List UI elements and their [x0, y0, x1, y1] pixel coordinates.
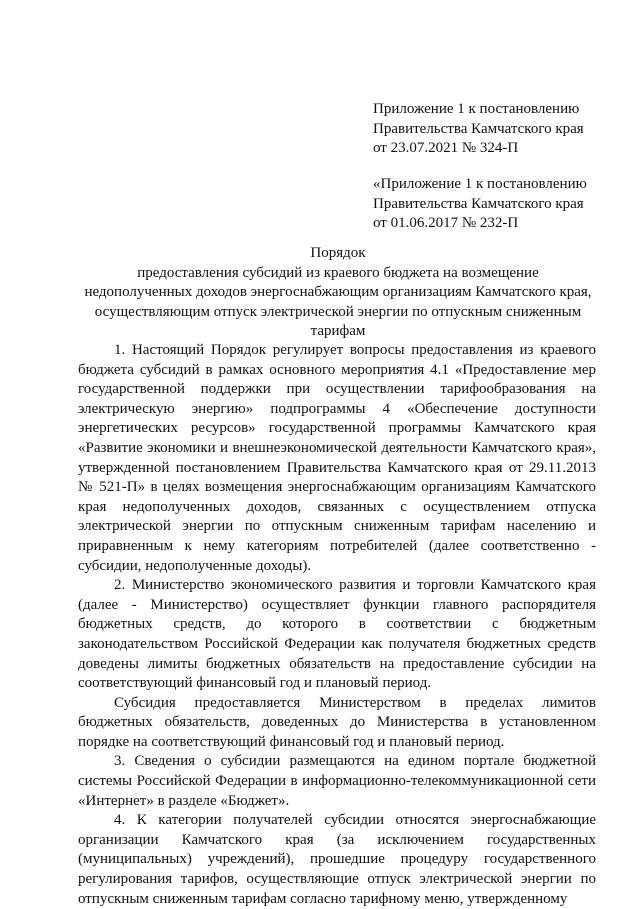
paragraph-4: 4. К категории получателей субсидии относятся энергоснабжающие организации Камчатского края (за исключением государственных (муниципальных) учреждений), прошедшие процедуру государственного регулирования тарифов, осуществляющие отпуск электрической энергии по отпускным сниженным тарифам согласно тарифному меню, утвержденному — [78, 812, 596, 907]
paragraph-2: 2. Министерство экономического развития и торговли Камчатского края (далее - Министерство) осуществляет функции главного распорядителя бюджетных средств, до которого в соответствии с бюджетным законодательством Российской Федерации как получателя бюджетных средств доведены лимиты бюджетных обязательств на предоставление субсидии на соответствующий финансовый год и плановый период. — [78, 577, 596, 692]
appendix-line: Правительства Камчатского края — [373, 120, 584, 137]
appendix-line: от 23.07.2021 № 324-П — [373, 140, 519, 157]
appendix-header-current — [373, 100, 613, 159]
paragraph-1: 1. Настоящий Порядок регулирует вопросы предоставления из краевого бюджета субсидий в рамках основного мероприятия 4.1 «Предоставление мер государственной поддержки при осуществлении тарифообразования на электрическую энергию» подпрограммы 4 «Обеспечение доступности энергетических ресурсов» государственной программы Камчатского края «Развитие экономики и внешнеэкономической деятельности Камчатского края», утвержденной постановлением Правительства Камчатского края от 29.11.2013 № 521-П» в целях возмещения энергоснабжающим организациям Камчатского края недополученных доходов, связанных с осуществлением отпуска электрической энергии по отпускным сниженным тарифам населению и приравненным к нему категориям потребителей (далее соответственно - субсидии, недополученные доходы). — [78, 342, 596, 574]
title-line: недополученных доходов энергоснабжающим организациям Камчатского края, — [84, 284, 592, 301]
appendix-line: Приложение 1 к постановлению — [373, 101, 580, 117]
paragraph-2-subsidy: Субсидия предоставляется Министерством в пределах лимитов бюджетных обязательств, доведенных до Министерства в установленном порядке на соответствующий финансовый год и плановый период. — [78, 694, 596, 750]
appendix-header-original — [373, 175, 613, 234]
document-body — [78, 341, 596, 909]
title-line: Порядок — [310, 245, 366, 261]
document-title — [78, 244, 598, 342]
paragraph-3: 3. Сведения о субсидии размещаются на едином портале бюджетной системы Российской Федерации в информационно-телекоммуникационной сети «Интернет» в разделе «Бюджет». — [78, 753, 596, 809]
appendix-line: Правительства Камчатского края — [373, 195, 584, 212]
title-line: осуществляющим отпуск электрической энергии по отпускным сниженным — [94, 303, 582, 320]
appendix-line: «Приложение 1 к постановлению — [373, 176, 587, 192]
title-line: тарифам — [310, 323, 366, 340]
title-line: предоставления субсидий из краевого бюджета на возмещение — [137, 264, 539, 281]
appendix-line: от 01.06.2017 № 232-П — [373, 215, 519, 232]
